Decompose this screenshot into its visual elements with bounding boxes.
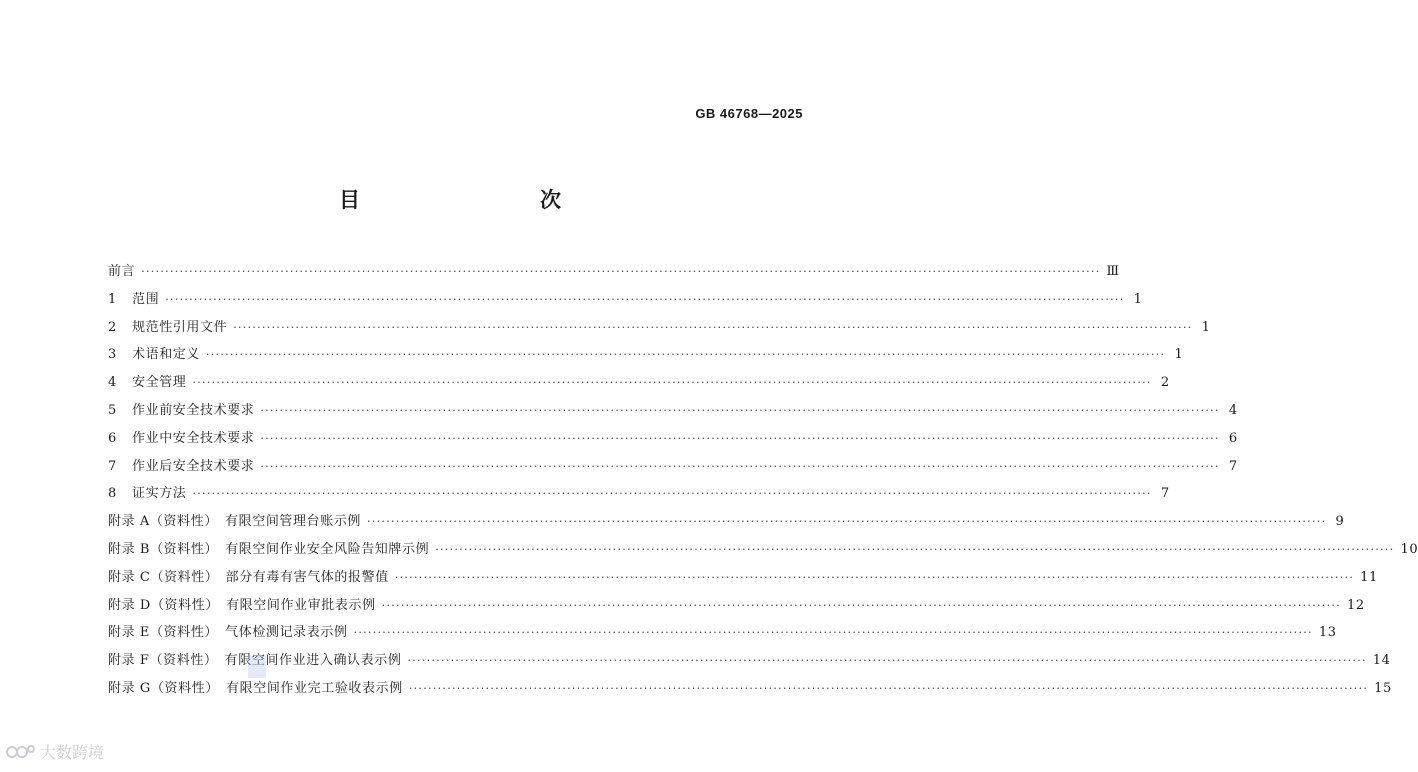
toc-prefix: 附录 A（资料性） (108, 514, 226, 530)
toc-label: 有限空间作业进入确认表示例 (224, 653, 402, 669)
toc-page: 7 (1160, 486, 1170, 502)
toc-number: 1 (108, 291, 117, 307)
toc-prefix: 附录 G（资料性） (108, 680, 227, 696)
toc-number: 5 (108, 402, 117, 418)
toc-label: 气体检测记录表示例 (225, 625, 348, 641)
toc-label: 规范性引用文件 (132, 319, 228, 335)
toc-label: 前言 (108, 264, 136, 279)
table-of-contents (108, 258, 1418, 703)
toc-page: 6 (1228, 430, 1238, 446)
toc-label: 有限空间管理台账示例 (225, 514, 362, 530)
toc-label: 有限空间作业安全风险告知牌示例 (225, 541, 430, 557)
toc-label: 范围 (132, 291, 160, 307)
watermark-text: 大数跨境 (40, 743, 105, 762)
watermark (6, 740, 104, 763)
toc-entry[interactable] (108, 258, 1120, 286)
toc-leader: ········································································································································································································ (260, 403, 1220, 417)
page-title: 目 次 (339, 187, 607, 212)
toc-leader: ········································································································································································································ (260, 459, 1220, 473)
toc-page: 15 (1374, 680, 1392, 696)
toc-label: 有限空间作业完工验收表示例 (226, 680, 403, 696)
toc-label: 作业后安全技术要求 (132, 458, 255, 474)
toc-page: 2 (1160, 375, 1170, 391)
toc-entry[interactable] (108, 592, 1365, 620)
toc-label: 部分有毒有害气体的报警值 (225, 569, 389, 585)
toc-leader: ········································································································································································································ (141, 265, 1101, 278)
toc-leader: ········································································································································································································ (206, 348, 1166, 362)
toc-label: 安全管理 (132, 375, 187, 391)
toc-page: 9 (1335, 514, 1345, 530)
toc-entry[interactable] (108, 286, 1143, 314)
toc-leader: ········································································································································································································ (394, 570, 1355, 584)
toc-label: 术语和定义 (132, 347, 201, 363)
watermark-mark (248, 656, 266, 678)
toc-number: 7 (108, 458, 117, 474)
toc-entry[interactable] (108, 508, 1345, 536)
toc-leader: ········································································································································································································ (260, 431, 1220, 445)
toc-prefix: 附录 C（资料性） (108, 569, 226, 585)
toc-entry[interactable] (108, 341, 1184, 369)
toc-leader: ········································································································································································································ (192, 376, 1152, 390)
toc-entry[interactable] (108, 536, 1418, 564)
toc-number: 8 (108, 486, 117, 502)
toc-label: 作业中安全技术要求 (132, 430, 255, 446)
toc-page: 12 (1347, 597, 1365, 613)
toc-entry[interactable] (108, 675, 1392, 703)
toc-page: 14 (1372, 653, 1391, 669)
toc-page: 4 (1228, 402, 1238, 418)
toc-leader: ········································································································································································································ (165, 292, 1125, 306)
toc-entry[interactable] (108, 564, 1378, 592)
toc-entry[interactable] (108, 647, 1391, 675)
toc-prefix: 附录 E（资料性） (108, 625, 226, 641)
toc-entry[interactable] (108, 397, 1238, 425)
toc-number: 2 (108, 319, 117, 335)
toc-leader: ········································································································································································································ (407, 654, 1367, 668)
toc-page: 1 (1133, 291, 1143, 307)
toc-prefix: 附录 B（资料性） (108, 541, 226, 557)
toc-entry[interactable] (108, 619, 1337, 647)
toc-entry[interactable] (108, 453, 1238, 481)
toc-label: 证实方法 (132, 486, 187, 502)
toc-entry[interactable] (108, 425, 1238, 453)
toc-prefix: 附录 F（资料性） (108, 653, 225, 669)
toc-label: 作业前安全技术要求 (132, 402, 255, 418)
toc-label: 有限空间作业审批表示例 (226, 597, 376, 613)
toc-leader: ········································································································································································································ (435, 542, 1395, 556)
toc-number: 4 (108, 375, 117, 391)
toc-number: 6 (108, 430, 117, 446)
toc-leader: ········································································································································································································ (381, 598, 1341, 612)
toc-page: 7 (1228, 458, 1238, 474)
watermark-logo-icon (6, 743, 36, 761)
toc-leader: ········································································································································································································ (367, 515, 1327, 529)
toc-page: 1 (1201, 319, 1211, 335)
toc-leader: ········································································································································································································ (233, 320, 1193, 334)
toc-page: 1 (1174, 347, 1184, 363)
standard-code: GB 46768—2025 (695, 106, 803, 121)
toc-entry[interactable] (108, 480, 1170, 508)
toc-leader: ········································································································································································································ (408, 681, 1369, 695)
toc-page: 11 (1360, 569, 1378, 585)
toc-page: Ⅲ (1106, 264, 1120, 279)
toc-leader: ········································································································································································································ (353, 626, 1313, 640)
toc-number: 3 (108, 347, 117, 363)
toc-prefix: 附录 D（资料性） (108, 597, 227, 613)
toc-entry[interactable] (108, 314, 1211, 342)
toc-entry[interactable] (108, 369, 1170, 397)
toc-leader: ········································································································································································································ (192, 487, 1152, 501)
toc-page: 13 (1318, 625, 1337, 641)
toc-page: 10 (1400, 541, 1418, 557)
